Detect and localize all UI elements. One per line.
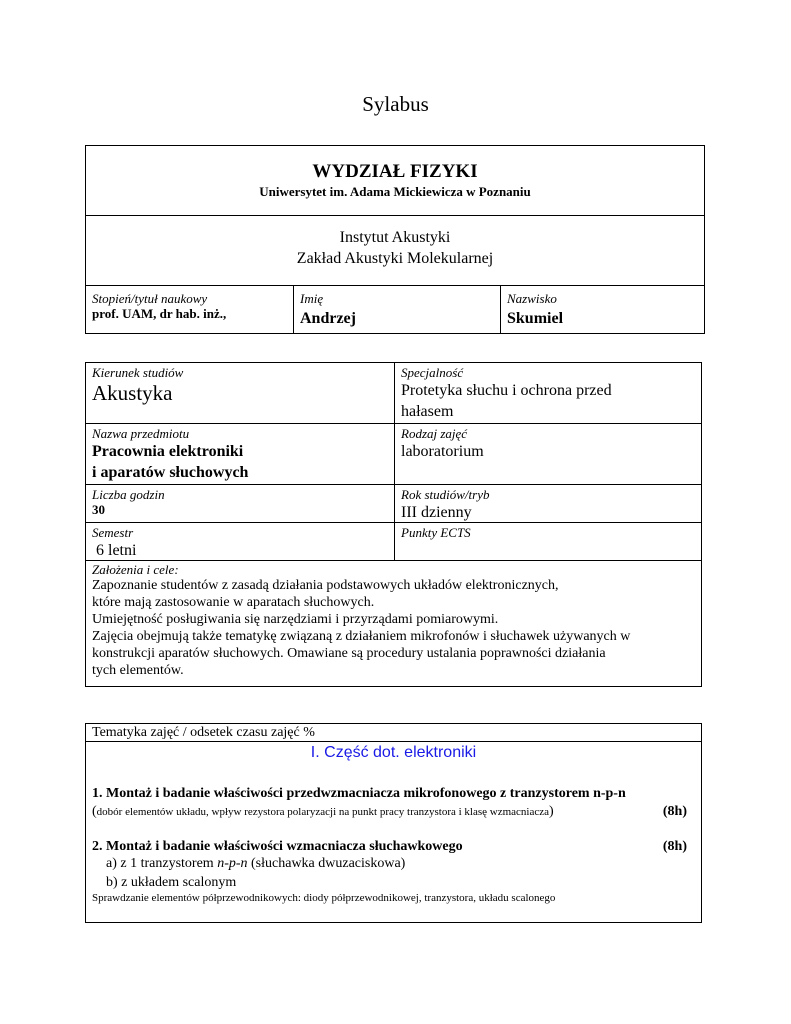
- hours-row: [86, 485, 701, 523]
- subject-row: [86, 424, 701, 485]
- item1-paren-close: ): [549, 804, 554, 819]
- hours-label: Liczba godzin: [92, 487, 165, 502]
- item2-hours: (8h): [662, 839, 687, 854]
- hours-cell: [86, 485, 394, 522]
- type-label: Rodzaj zajęć: [401, 426, 468, 441]
- faculty-table: [85, 145, 705, 334]
- course-table: [85, 362, 702, 687]
- goals-row: [86, 561, 701, 686]
- item2-title: 2. Montaż i badanie właściwości wzmacniacza słuchawkowego: [92, 839, 463, 854]
- last-name-value: Skumiel: [507, 310, 564, 327]
- year-cell: [394, 485, 701, 522]
- specialty-label: Specjalność: [401, 365, 464, 380]
- item2-a-prefix: a) z 1 tranzystorem: [106, 856, 218, 871]
- goals-line: konstrukcji aparatów słuchowych. Omawiane są procedury ustalania poprawności działania: [92, 646, 606, 661]
- semester-label: Semestr: [92, 525, 134, 540]
- item2-a-italic: n-p-n: [217, 856, 248, 871]
- semester-row: [86, 523, 701, 561]
- field-cell: [86, 363, 394, 423]
- item2-note: Sprawdzanie elementów półprzewodnikowych: diody półprzewodnikowej, tranzystora, układu scalonego: [92, 892, 556, 904]
- degree-cell: [86, 285, 293, 334]
- last-name-cell: [500, 285, 705, 334]
- item1-paren-open: (: [92, 804, 97, 819]
- item2-title-line: [92, 838, 687, 855]
- goals-label: Założenia i cele:: [92, 562, 179, 577]
- subject-cell: [86, 424, 394, 484]
- item2-option-a: [106, 855, 687, 873]
- first-name-cell: [293, 285, 500, 334]
- goals-line: Zajęcia obejmują także tematykę związaną z działaniem mikrofonów i słuchawek używanych w: [92, 629, 631, 644]
- goals-line: które mają zastosowanie w aparatach słuchowych.: [92, 595, 375, 610]
- ects-label: Punkty ECTS: [401, 525, 471, 540]
- first-name-label: Imię: [300, 291, 324, 306]
- field-value: Akustyka: [92, 381, 173, 405]
- specialty-value-line1: Protetyka słuchu i ochrona przed: [401, 382, 612, 399]
- semester-value: 6 letni: [96, 542, 137, 559]
- subject-value-line1: Pracownia elektroniki: [92, 443, 244, 460]
- institute-name: Instytut Akustyki: [339, 229, 451, 246]
- field-row: [86, 363, 701, 424]
- faculty-name: WYDZIAŁ FIZYKI: [312, 161, 478, 182]
- item2-option-b: b) z układem scalonym: [106, 875, 237, 890]
- subject-value-line2: i aparatów słuchowych: [92, 464, 249, 481]
- item1-description: dobór elementów układu, wpływ rezystora polaryzacji na punkt pracy tranzystora i klasę wzmacniacza: [96, 806, 550, 818]
- degree-label: Stopień/tytuł naukowy: [92, 291, 208, 306]
- field-label: Kierunek studiów: [92, 365, 184, 380]
- type-cell: [394, 424, 701, 484]
- goals-line: Umiejętność posługiwania się narzędziami i przyrządami pomiarowymi.: [92, 612, 499, 627]
- part-title: I. Część dot. elektroniki: [310, 744, 477, 761]
- department-name: Zakład Akustyki Molekularnej: [296, 250, 494, 267]
- year-value: III dzienny: [401, 504, 472, 521]
- institute-row: [86, 215, 704, 286]
- topics-table: [85, 723, 702, 923]
- item1-title: 1. Montaż i badanie właściwości przedwzmacniacza mikrofonowego z tranzystorem n-p-n: [92, 786, 626, 801]
- hours-value: 30: [92, 502, 105, 517]
- document-title: Sylabus: [362, 92, 429, 116]
- goals-line: Zapoznanie studentów z zasadą działania podstawowych układów elektronicznych,: [92, 578, 559, 593]
- specialty-cell: [394, 363, 701, 423]
- ects-cell: [394, 523, 701, 560]
- person-row: [86, 285, 704, 334]
- degree-value: prof. UAM, dr hab. inż.,: [92, 306, 227, 321]
- goals-line: tych elementów.: [92, 663, 184, 678]
- year-label: Rok studiów/tryb: [401, 487, 490, 502]
- last-name-label: Nazwisko: [507, 291, 557, 306]
- subject-label: Nazwa przedmiotu: [92, 426, 190, 441]
- university-name: Uniwersytet im. Adama Mickiewicza w Poznaniu: [259, 184, 531, 199]
- item1-description-line: [92, 803, 687, 821]
- topics-header: Tematyka zajęć / odsetek czasu zajęć %: [86, 724, 701, 742]
- first-name-value: Andrzej: [300, 310, 356, 327]
- type-value: laboratorium: [401, 443, 484, 460]
- item2-a-suffix: (słuchawka dwuzaciskowa): [247, 856, 406, 871]
- semester-cell: [86, 523, 394, 560]
- item1-hours: (8h): [662, 804, 687, 819]
- faculty-header-row: [86, 146, 704, 216]
- specialty-value-line2: hałasem: [401, 403, 454, 420]
